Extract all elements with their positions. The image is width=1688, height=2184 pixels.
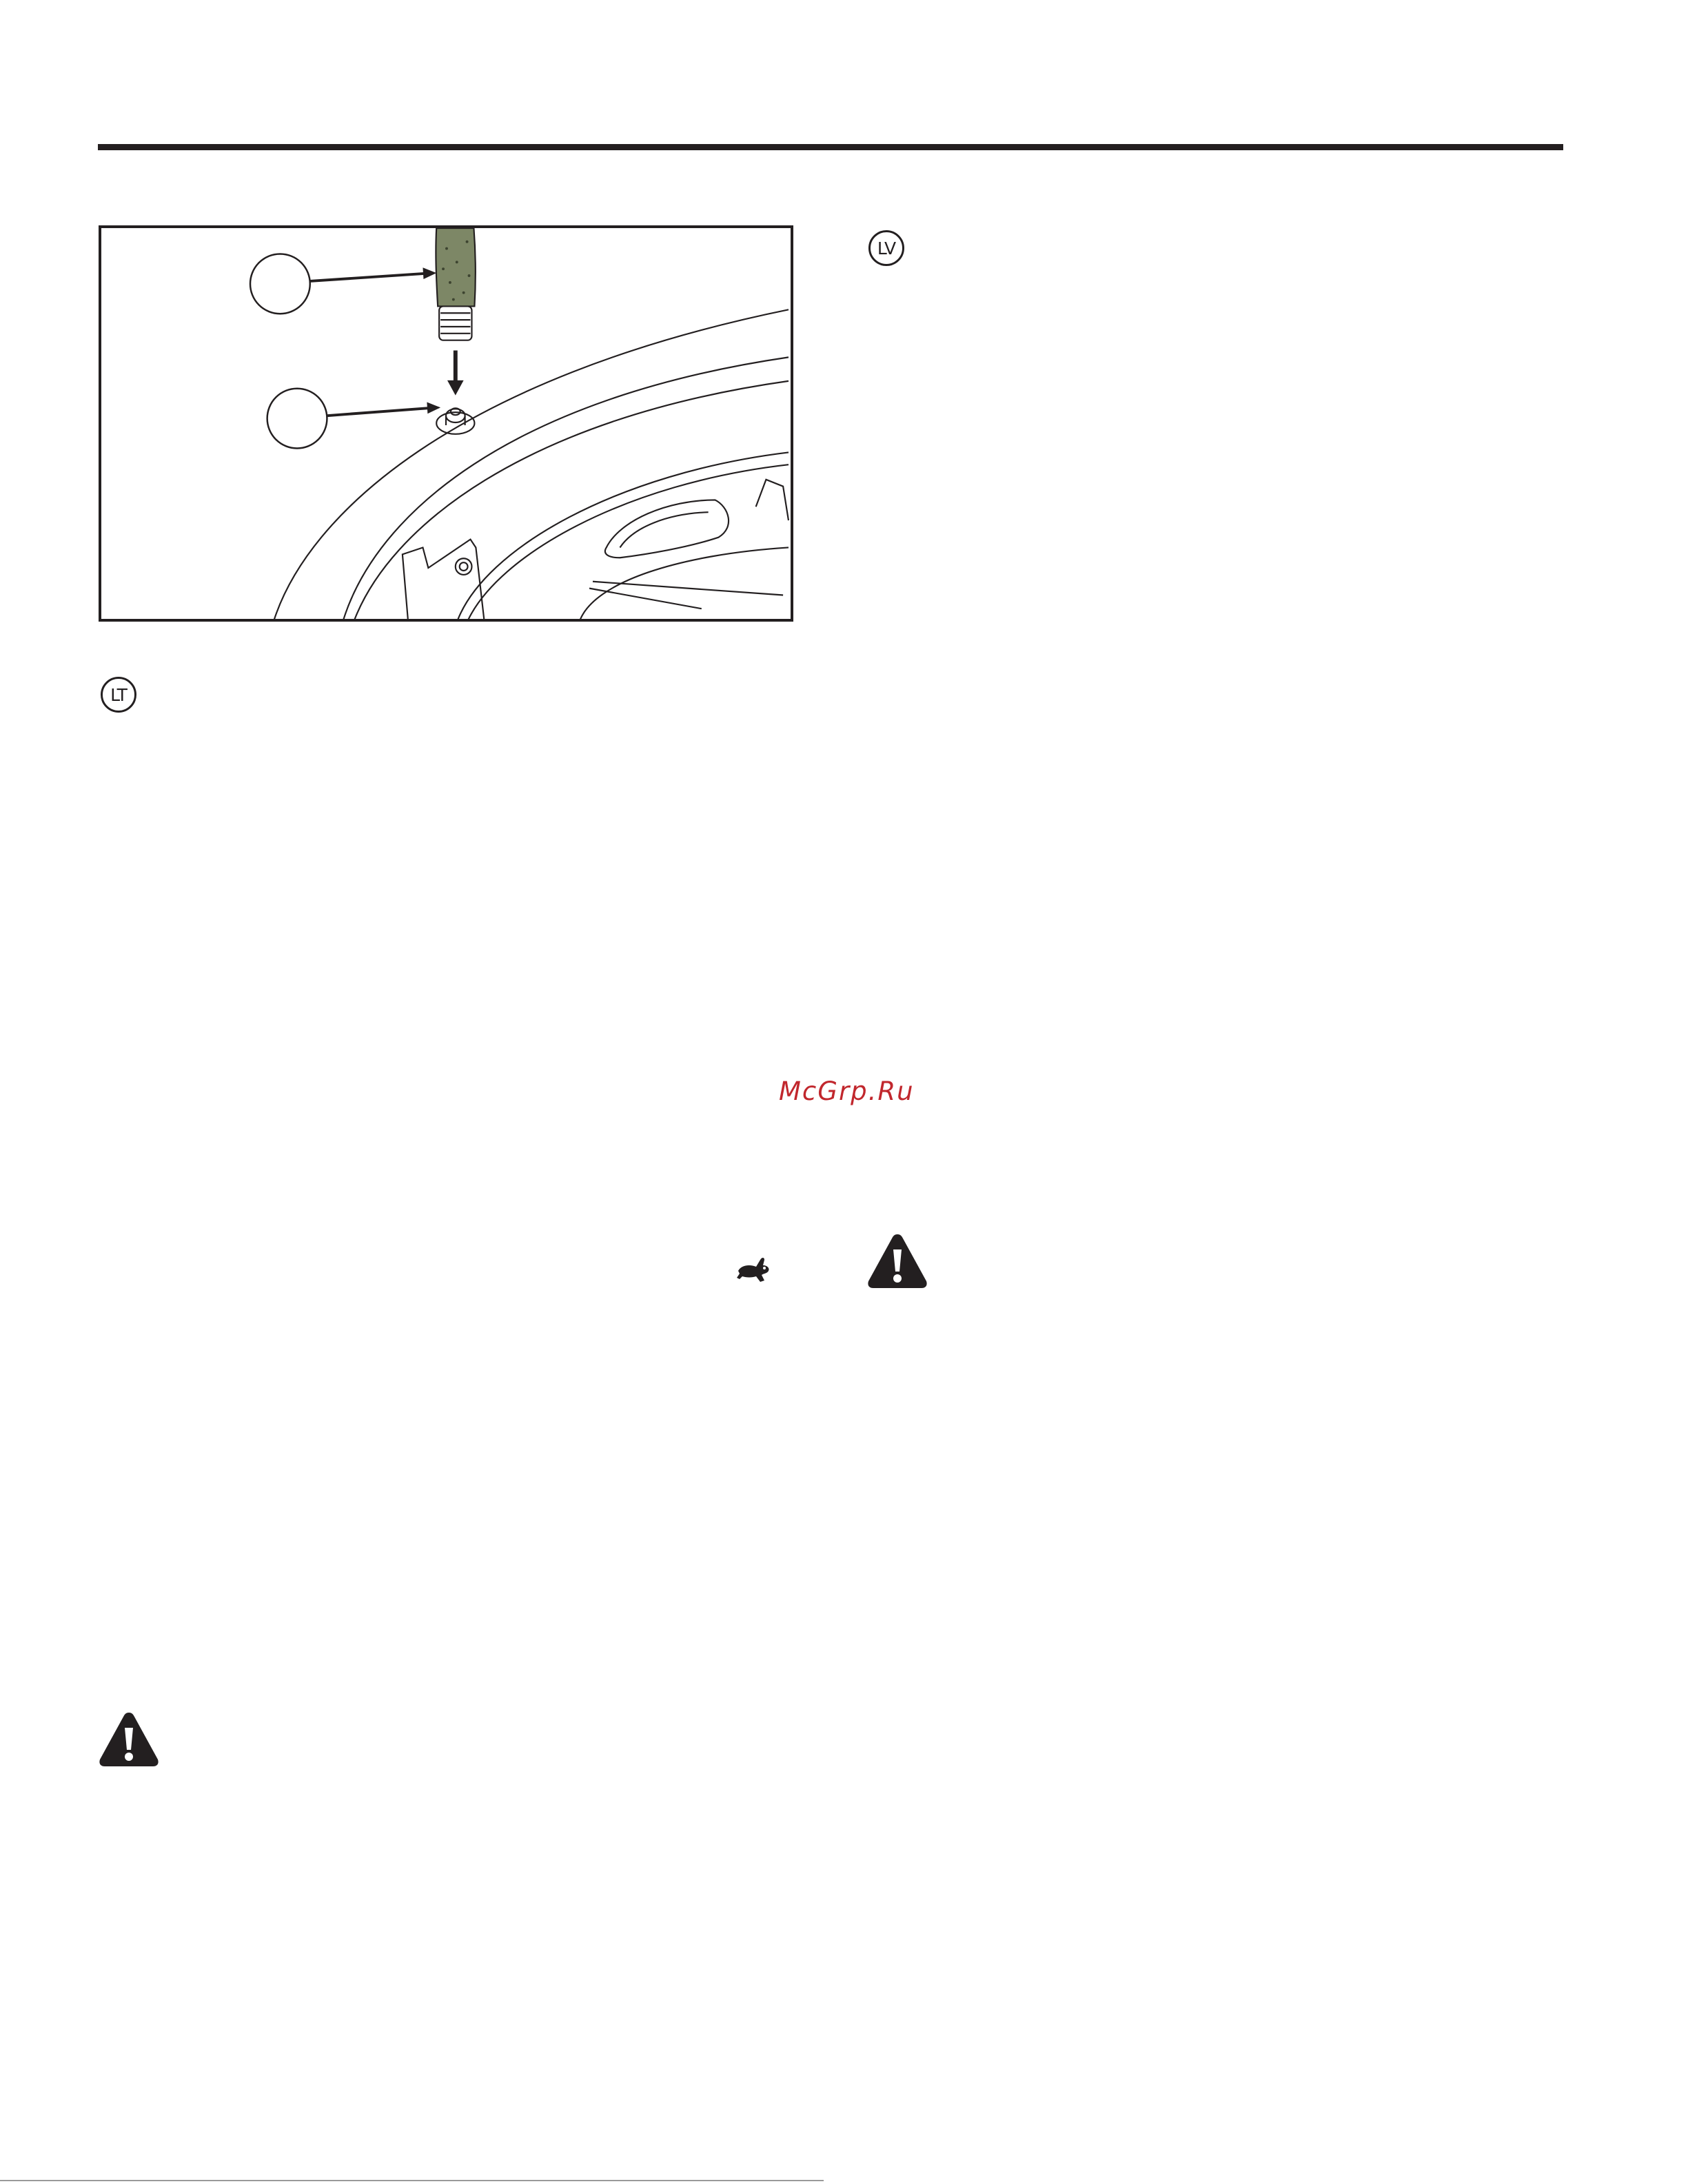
- warning-triangle-icon: [866, 1232, 929, 1289]
- callout-circle-1: [250, 254, 310, 314]
- hose-connector: [439, 306, 471, 340]
- callout-leader-2: [327, 407, 436, 416]
- deck-outer-edge: [274, 309, 789, 619]
- footer-rule: [0, 2180, 824, 2181]
- language-badge-lv: LV: [868, 230, 904, 266]
- language-badge-lt: LT: [101, 677, 136, 713]
- callout-leader-1: [310, 273, 433, 281]
- garden-hose: [436, 228, 475, 306]
- deck-rim-inner: [343, 357, 789, 619]
- spindle-bracket: [403, 540, 484, 619]
- mower-deck-illustration: [101, 228, 791, 619]
- header-rule: [98, 144, 1563, 150]
- callout-circle-2: [267, 389, 327, 449]
- watermark-text: McGrp.Ru: [779, 1076, 915, 1106]
- warning-triangle-icon: [97, 1710, 161, 1768]
- rabbit-fast-icon: [735, 1254, 771, 1285]
- hose-connector-figure: [99, 225, 793, 622]
- deck-cutout: [605, 500, 729, 558]
